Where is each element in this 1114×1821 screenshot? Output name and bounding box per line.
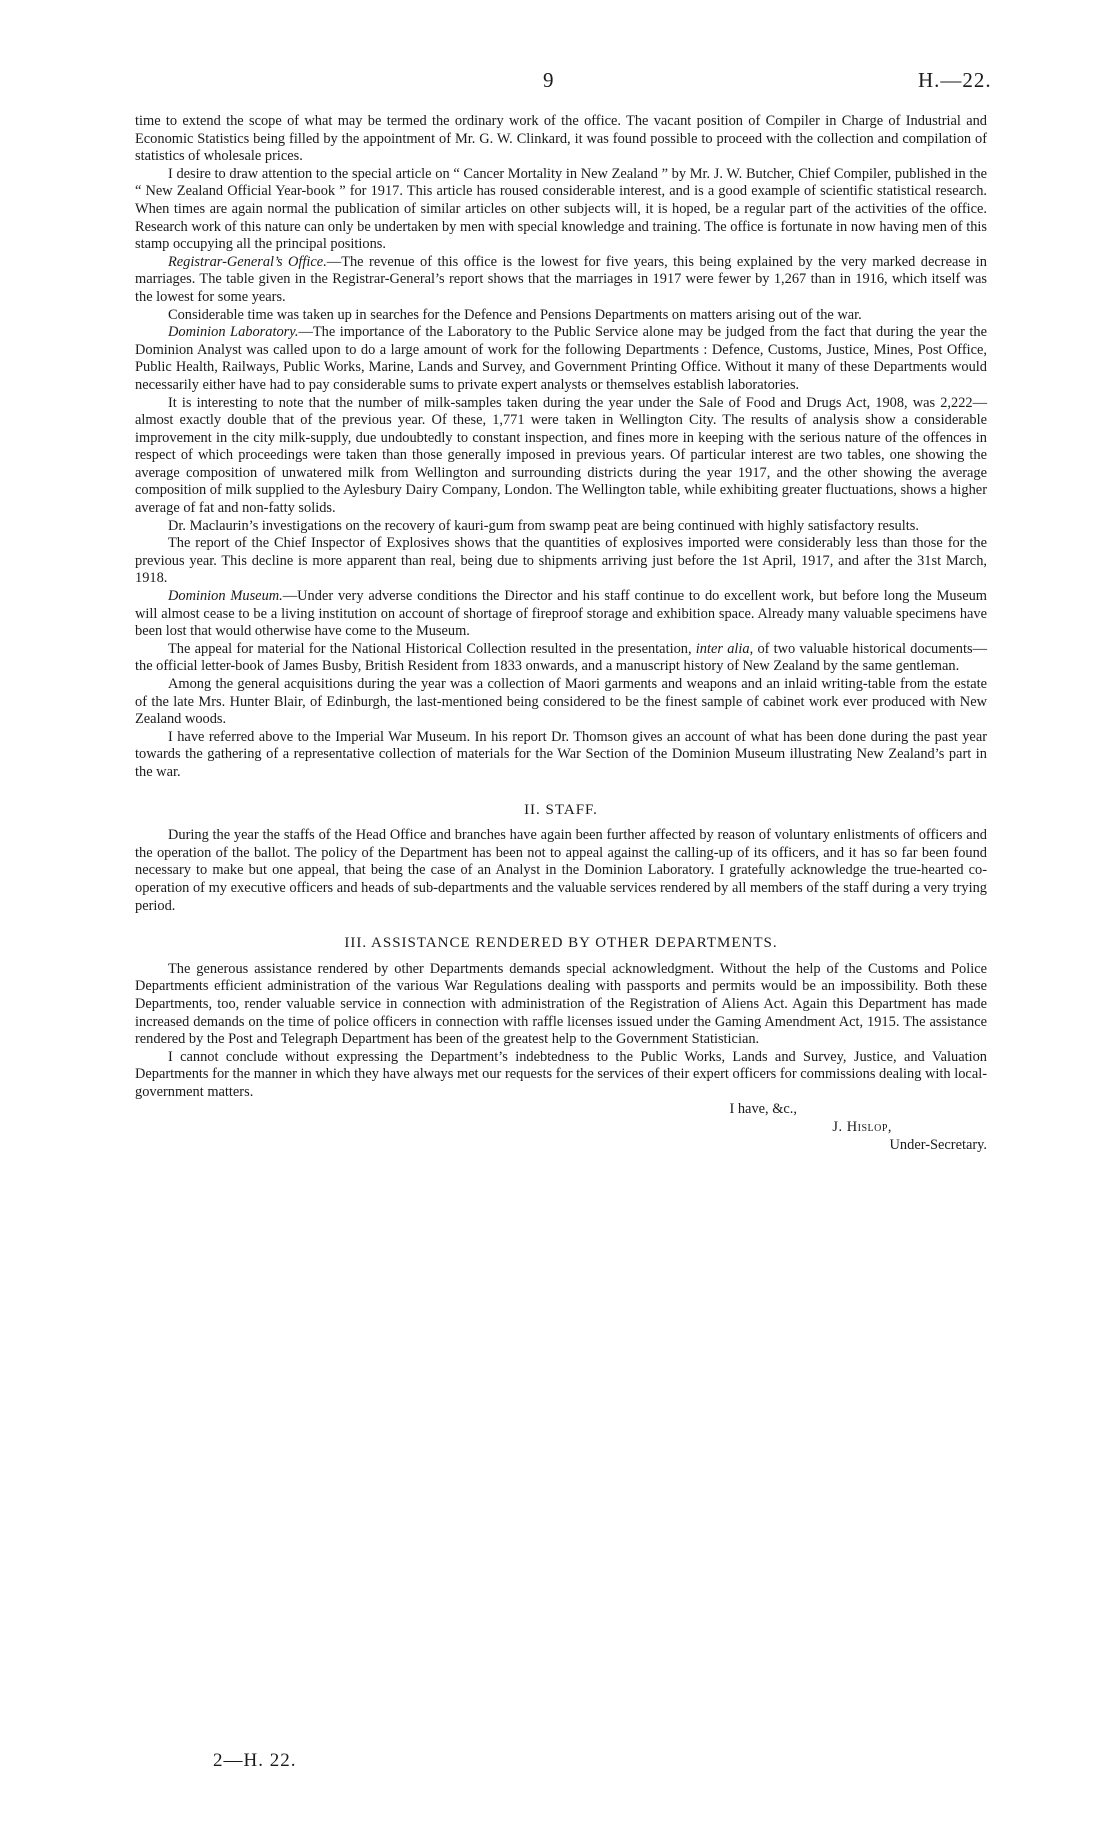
paragraph-text: —Under very adverse conditions the Director and his staff continue to do excellent work, but before long the Museum will almost cease to be a living institution on account of shortage of fireproof storage and exhibition space. Already many valuable specimens have been lost that would otherwise have come to the Museum.: [135, 588, 987, 640]
paragraph-text: —The importance of the Laboratory to the Public Service alone may be judged from the fact that during the year the Dominion Analyst was called upon to do a large amount of work for the following Departments : Defence, Customs, Justice, Mines, Post Office, Public Health, Railways, Public Works, Marine, Lands and Survey, and Government Printing Office. Without it many of these Departments would necessarily either have had to pay considerable sums to private expert analysts or themselves establish laboratories.: [135, 324, 988, 393]
signatory-name: J. Hislop,: [832, 1119, 892, 1136]
body-text: [135, 113, 987, 1154]
paragraph-historical-collection: [135, 641, 987, 676]
paragraph-text: —The revenue of this office is the lowest for five years, this being explained by the very marked decrease in marriages. The table given in the Registrar-General’s report shows that the marriages in 1917 were fewer by 1,267 than in 1916, which itself was the lowest for some years.: [135, 253, 987, 305]
subheading-dominion-laboratory: Dominion Laboratory.: [168, 324, 299, 341]
footer-reference: 2—H. 22.: [213, 1750, 297, 1771]
signature-block: [135, 1101, 987, 1154]
paragraph-text: , of two valuable historical documents—the official letter-book of James Busby, British Resident from 1833 onwards, and a manuscript history of New Zealand by the same gentleman.: [135, 640, 987, 675]
paragraph-dominion-museum: [135, 588, 987, 641]
subheading-dominion-museum: Dominion Museum.: [168, 588, 283, 605]
paragraph-assistance: The generous assistance rendered by other Departments demands special acknowledgment. Without the help of the Customs and Police Departments efficient administration of the various War Regulations dealing with passports and permits would be an impossibility. Both these Departments, too, render valuable service in connection with administration of the Registration of Aliens Act. Again this Department has made increased demands on the time of police officers in connection with raffle licenses issued under the Gaming Amendment Act, 1915. The assistance rendered by the Post and Telegraph Department has been of the greatest help to the Government Statistician.: [135, 960, 987, 1048]
paragraph-conclusion: I cannot conclude without expressing the Department’s indebtedness to the Public Works, Lands and Survey, Justice, and Valuation Departments for the manner in which they have always met our requests for the services of their expert officers for commissions dealing with local-government matters.: [135, 1048, 987, 1100]
signatory-title: Under-Secretary.: [889, 1136, 987, 1153]
paragraph-staff: During the year the staffs of the Head Office and branches have again been further affected by reason of voluntary enlistments of officers and the operation of the ballot. The policy of the Department has been not to appeal against the calling-up of its officers, and it has so far been found necessary to make but one appeal, that being the case of an Analyst in the Dominion Laboratory. I gratefully acknowledge the true-hearted co-operation of my executive officers and heads of sub-departments and the valuable services rendered by all members of the staff during a very trying period.: [135, 827, 987, 914]
paragraph-acquisitions: Among the general acquisitions during the year was a collection of Maori garments and weapons and an inlaid writing-table from the estate of the late Mrs. Hunter Blair, of Edinburgh, the last-mentioned being considered to be the finest sample of cabinet work ever produced with New Zealand woods.: [135, 676, 987, 728]
paragraph-dominion-laboratory: [135, 324, 987, 394]
subheading-registrar-general: Registrar-General’s Office.: [168, 253, 327, 270]
paragraph-explosives: The report of the Chief Inspector of Explosives shows that the quantities of explosives imported were considerably less than those for the previous year. This decline is more apparent than real, being due to shipments arriving just before the 1st April, 1917, and after the 31st March, 1918.: [135, 535, 987, 587]
paragraph-cancer-mortality-article: I desire to draw attention to the special article on “ Cancer Mortality in New Zealand ” by Mr. J. W. Butcher, Chief Compiler, published in the “ New Zealand Official Year-book ” for 1917. This article has roused considerable interest, and is a good example of scientific statistical research. When times are again normal the publication of similar articles on other subjects will, it is hoped, be a regular part of the activities of the office. Research work of this nature can only be undertaken by men with special knowledge and training. The office is fortunate in now having men of this stamp occupying all the principal positions.: [135, 165, 987, 253]
paragraph-statistics-continued: time to extend the scope of what may be termed the ordinary work of the office. The vacant position of Compiler in Charge of Industrial and Economic Statistics being filled by the appointment of Mr. G. W. Clinkard, it was found possible to proceed with the collection and compilation of statistics of wholesale prices.: [135, 113, 987, 165]
section-heading-staff: II. STAFF.: [524, 801, 598, 818]
closing-line: I have, &c.,: [729, 1101, 797, 1118]
paragraph-milk-samples: It is interesting to note that the number of milk-samples taken during the year under the Sale of Food and Drugs Act, 1908, was 2,222—almost exactly double that of the previous year. Of these, 1,771 were taken in Wellington City. The results of analysis show a considerable improvement in the city milk-supply, due undoubtedly to constant inspection, and fines more in keeping with the serious nature of the offences in respect of which proceedings were taken than those generally imposed in previous years. Of particular interest are two tables, one showing the average composition of unwatered milk from Wellington and surrounding districts during the year 1917, and the other showing the average composition of milk supplied to the Aylesbury Dairy Company, London. The Wellington table, while exhibiting greater fluctuations, shows a higher average of fat and non-fatty solids.: [135, 394, 987, 517]
page-number: 9: [543, 68, 555, 92]
section-heading-assistance: III. ASSISTANCE RENDERED BY OTHER DEPARTMENTS.: [344, 935, 778, 952]
paragraph-text: The appeal for material for the National Historical Collection resulted in the presentation,: [168, 640, 696, 657]
paragraph-defence-searches: Considerable time was taken up in searches for the Defence and Pensions Departments on matters arising out of the war.: [168, 306, 862, 323]
paragraph-registrar-general: [135, 254, 987, 307]
italic-phrase: inter alia: [695, 640, 750, 657]
document-reference: H.—22.: [918, 68, 992, 92]
paragraph-kauri-gum: Dr. Maclaurin’s investigations on the recovery of kauri-gum from swamp peat are being continued with highly satisfactory results.: [168, 517, 919, 534]
paragraph-war-museum: I have referred above to the Imperial War Museum. In his report Dr. Thomson gives an account of what has been done during the past year towards the gathering of a representative collection of materials for the War Section of the Dominion Museum illustrating New Zealand’s part in the war.: [135, 728, 987, 780]
